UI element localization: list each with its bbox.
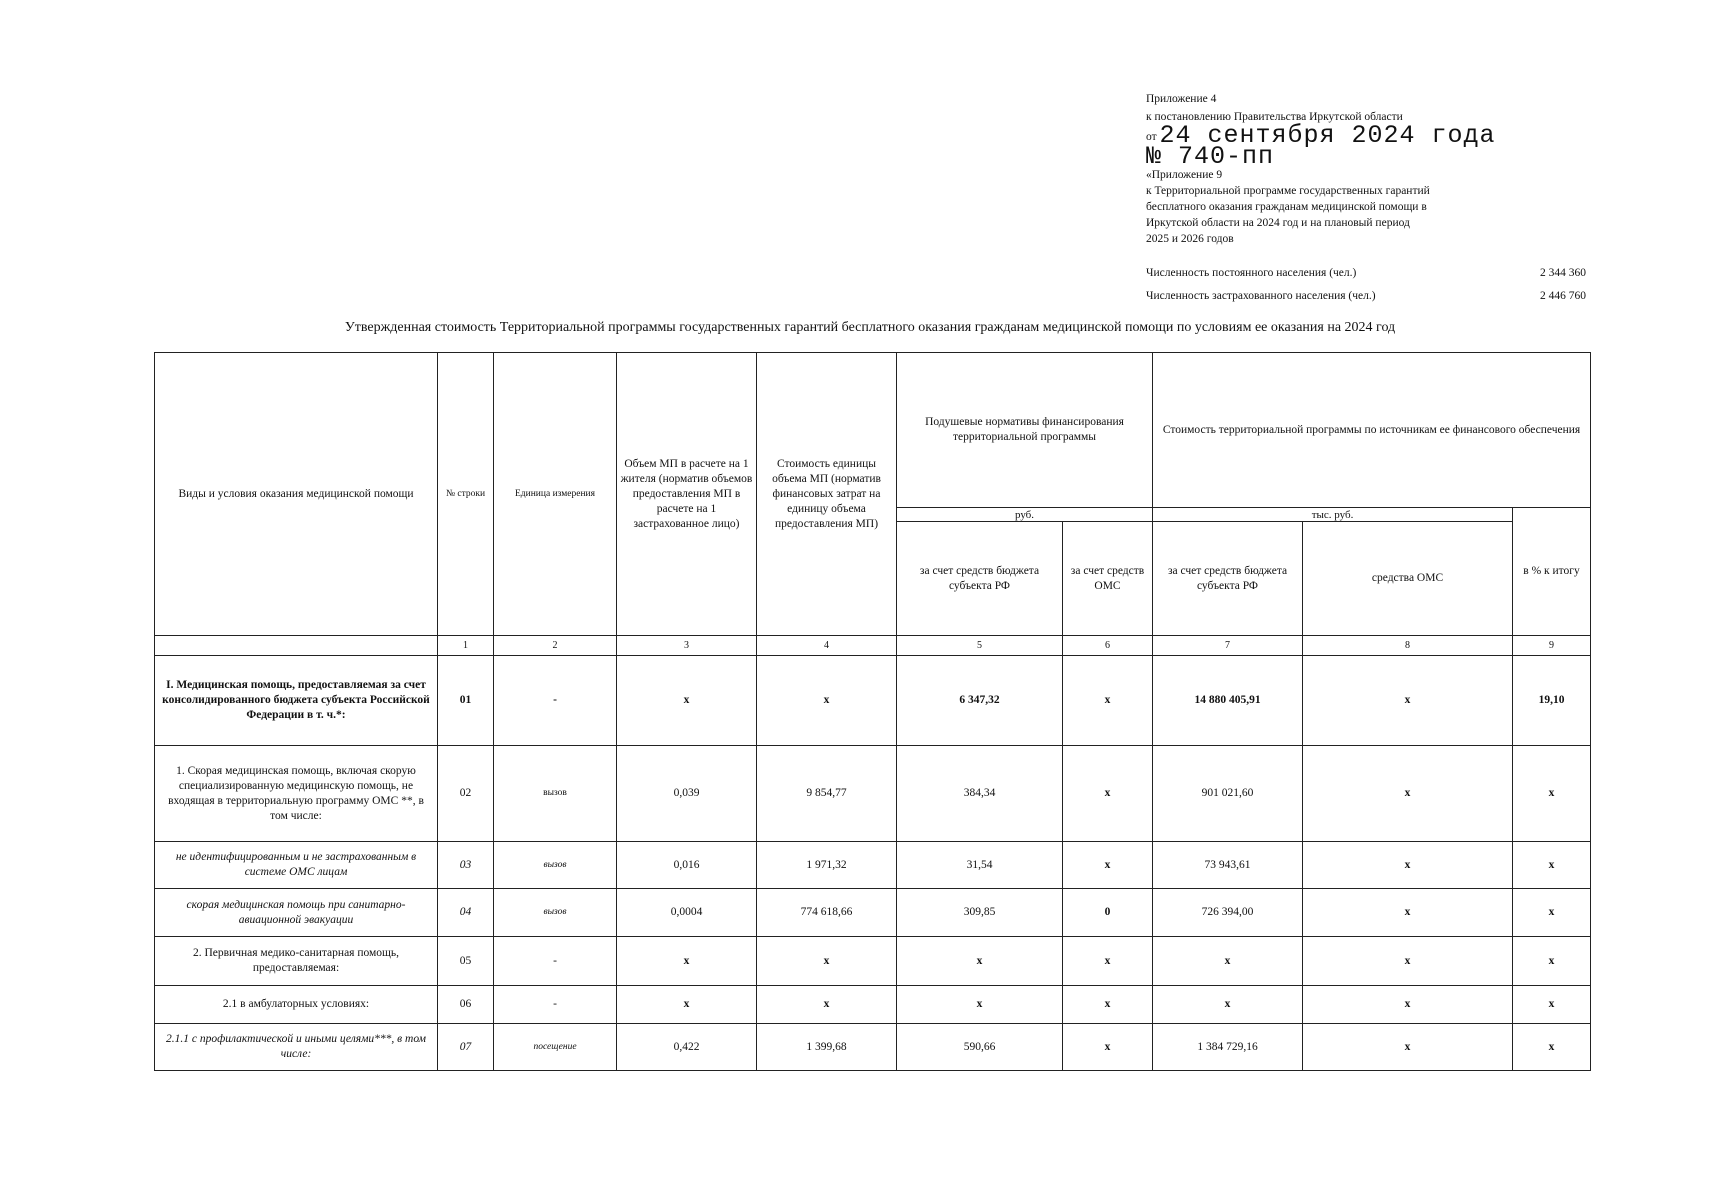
col-number-6: 6 bbox=[1063, 636, 1153, 656]
column-numbers-row bbox=[155, 636, 1591, 656]
header-block bbox=[1146, 91, 1576, 247]
header-cost-by-source: Стоимость территориальной программы по источникам ее финансового обеспечения bbox=[1153, 353, 1591, 508]
row-oms: x bbox=[1063, 937, 1153, 986]
col-number-3: 3 bbox=[617, 636, 757, 656]
row-no: 02 bbox=[438, 746, 494, 842]
row-percent: x bbox=[1513, 842, 1591, 889]
row-volume: x bbox=[617, 986, 757, 1024]
row-unit: - bbox=[494, 656, 617, 746]
appendix-label: Приложение 4 bbox=[1146, 93, 1217, 105]
program-line-2: бесплатного оказания гражданам медицинской помощи в bbox=[1146, 201, 1427, 213]
header-thousand-rub: тыс. руб. bbox=[1153, 508, 1513, 522]
row-budget-total: 14 880 405,91 bbox=[1153, 656, 1303, 746]
row-oms: x bbox=[1063, 986, 1153, 1024]
row-budget-total: 1 384 729,16 bbox=[1153, 1024, 1303, 1071]
row-percent: x bbox=[1513, 1024, 1591, 1071]
row-volume: x bbox=[617, 937, 757, 986]
col-number-4: 4 bbox=[757, 636, 897, 656]
row-cost: 9 854,77 bbox=[757, 746, 897, 842]
row-budget-total: x bbox=[1153, 986, 1303, 1024]
header-oms: за счет средств ОМС bbox=[1063, 522, 1153, 636]
row-oms-total: x bbox=[1303, 656, 1513, 746]
row-name: не идентифицированным и не застрахованным в системе ОМС лицам bbox=[155, 842, 438, 889]
row-unit: вызов bbox=[494, 746, 617, 842]
row-oms: x bbox=[1063, 842, 1153, 889]
row-name: 1. Скорая медицинская помощь, включая скорую специализированную медицинскую помощь, не входящая в территориальную программу ОМС **, в том числе: bbox=[155, 746, 438, 842]
row-cost: 1 971,32 bbox=[757, 842, 897, 889]
row-unit: вызов bbox=[494, 889, 617, 937]
row-name: 2.1 в амбулаторных условиях: bbox=[155, 986, 438, 1024]
col-number-0 bbox=[155, 636, 438, 656]
row-budget-total: 73 943,61 bbox=[1153, 842, 1303, 889]
document-title: Утвержденная стоимость Территориальной программы государственных гарантий бесплатного оказания гражданам медицинской помощи по условиям ее оказания на 2024 год bbox=[344, 320, 1396, 335]
header-rub: руб. bbox=[897, 508, 1153, 522]
permanent-population-value: 2 344 360 bbox=[1540, 267, 1586, 279]
row-cost: x bbox=[757, 986, 897, 1024]
row-percent: x bbox=[1513, 746, 1591, 842]
row-unit: - bbox=[494, 986, 617, 1024]
row-oms-total: x bbox=[1303, 937, 1513, 986]
row-oms: x bbox=[1063, 656, 1153, 746]
col-number-2: 2 bbox=[494, 636, 617, 656]
row-budget: 384,34 bbox=[897, 746, 1063, 842]
row-cost: 1 399,68 bbox=[757, 1024, 897, 1071]
col-number-9: 9 bbox=[1513, 636, 1591, 656]
header-volume: Объем МП в расчете на 1 жителя (норматив объемов предоставления МП в расчете на 1 застрахованное лицо) bbox=[617, 353, 757, 636]
row-volume: 0,422 bbox=[617, 1024, 757, 1071]
permanent-population-label: Численность постоянного населения (чел.) bbox=[1146, 267, 1357, 279]
col-number-1: 1 bbox=[438, 636, 494, 656]
row-name: I. Медицинская помощь, предоставляемая за счет консолидированного бюджета субъекта Российской Федерации в т. ч.*: bbox=[155, 656, 438, 746]
row-oms-total: x bbox=[1303, 842, 1513, 889]
header-kinds: Виды и условия оказания медицинской помощи bbox=[155, 353, 438, 636]
resolution-label: к постановлению Правительства Иркутской области bbox=[1146, 111, 1403, 123]
row-name: 2. Первичная медико-санитарная помощь, предоставляемая: bbox=[155, 937, 438, 986]
row-cost: x bbox=[757, 656, 897, 746]
row-no: 03 bbox=[438, 842, 494, 889]
insured-population-value: 2 446 760 bbox=[1540, 290, 1586, 302]
row-oms: 0 bbox=[1063, 889, 1153, 937]
row-no: 04 bbox=[438, 889, 494, 937]
header-percent: в % к итогу bbox=[1513, 508, 1591, 636]
table-row bbox=[155, 842, 1591, 889]
number-line bbox=[1146, 142, 1576, 171]
header-unit-cost: Стоимость единицы объема МП (норматив финансовых затрат на единицу объема предоставления МП) bbox=[757, 353, 897, 636]
row-oms-total: x bbox=[1303, 746, 1513, 842]
row-cost: 774 618,66 bbox=[757, 889, 897, 937]
col-number-7: 7 bbox=[1153, 636, 1303, 656]
col-number-8: 8 bbox=[1303, 636, 1513, 656]
row-budget-total: 901 021,60 bbox=[1153, 746, 1303, 842]
from-prefix: от bbox=[1146, 131, 1157, 143]
program-line-1: к Территориальной программе государственных гарантий bbox=[1146, 185, 1430, 197]
table-row bbox=[155, 1024, 1591, 1071]
header-oms-funds: средства ОМС bbox=[1303, 522, 1513, 636]
table-row bbox=[155, 889, 1591, 937]
row-budget-total: 726 394,00 bbox=[1153, 889, 1303, 937]
row-name: скорая медицинская помощь при санитарно-авиационной эвакуации bbox=[155, 889, 438, 937]
row-budget: 6 347,32 bbox=[897, 656, 1063, 746]
row-budget: x bbox=[897, 937, 1063, 986]
row-oms: x bbox=[1063, 746, 1153, 842]
header-per-capita: Подушевые нормативы финансирования территориальной программы bbox=[897, 353, 1153, 508]
header-budget: за счет средств бюджета субъекта РФ bbox=[897, 522, 1063, 636]
insured-population bbox=[1146, 290, 1586, 306]
row-no: 01 bbox=[438, 656, 494, 746]
row-percent: x bbox=[1513, 937, 1591, 986]
row-volume: x bbox=[617, 656, 757, 746]
table-row bbox=[155, 937, 1591, 986]
row-unit: - bbox=[494, 937, 617, 986]
row-name: 2.1.1 с профилактической и иными целями***, в том числе: bbox=[155, 1024, 438, 1071]
row-unit: посещение bbox=[494, 1024, 617, 1071]
appendix9-label: «Приложение 9 bbox=[1146, 169, 1223, 181]
header-budget-total: за счет средств бюджета субъекта РФ bbox=[1153, 522, 1303, 636]
permanent-population bbox=[1146, 267, 1586, 283]
row-unit: вызов bbox=[494, 842, 617, 889]
resolution-date: 24 сентября 2024 года bbox=[1159, 121, 1496, 150]
header-unit: Единица измерения bbox=[494, 353, 617, 636]
col-number-5: 5 bbox=[897, 636, 1063, 656]
table-row bbox=[155, 656, 1591, 746]
program-line-4: 2025 и 2026 годов bbox=[1146, 233, 1234, 245]
row-no: 05 bbox=[438, 937, 494, 986]
header-row-no: № строки bbox=[438, 353, 494, 636]
row-no: 07 bbox=[438, 1024, 494, 1071]
row-percent: 19,10 bbox=[1513, 656, 1591, 746]
row-budget: 309,85 bbox=[897, 889, 1063, 937]
row-oms-total: x bbox=[1303, 1024, 1513, 1071]
row-oms: x bbox=[1063, 1024, 1153, 1071]
row-percent: x bbox=[1513, 986, 1591, 1024]
row-budget: 31,54 bbox=[897, 842, 1063, 889]
row-cost: x bbox=[757, 937, 897, 986]
row-volume: 0,016 bbox=[617, 842, 757, 889]
row-percent: x bbox=[1513, 889, 1591, 937]
row-volume: 0,0004 bbox=[617, 889, 757, 937]
row-budget: x bbox=[897, 986, 1063, 1024]
row-oms-total: x bbox=[1303, 986, 1513, 1024]
table-row bbox=[155, 746, 1591, 842]
insured-population-label: Численность застрахованного населения (чел.) bbox=[1146, 290, 1376, 302]
row-oms-total: x bbox=[1303, 889, 1513, 937]
table-row bbox=[155, 986, 1591, 1024]
row-volume: 0,039 bbox=[617, 746, 757, 842]
row-no: 06 bbox=[438, 986, 494, 1024]
row-budget: 590,66 bbox=[897, 1024, 1063, 1071]
row-budget-total: x bbox=[1153, 937, 1303, 986]
resolution-number: № 740-пп bbox=[1146, 142, 1275, 171]
program-line-3: Иркутской области на 2024 год и на плановый период bbox=[1146, 217, 1410, 229]
cost-table bbox=[154, 352, 1591, 1071]
